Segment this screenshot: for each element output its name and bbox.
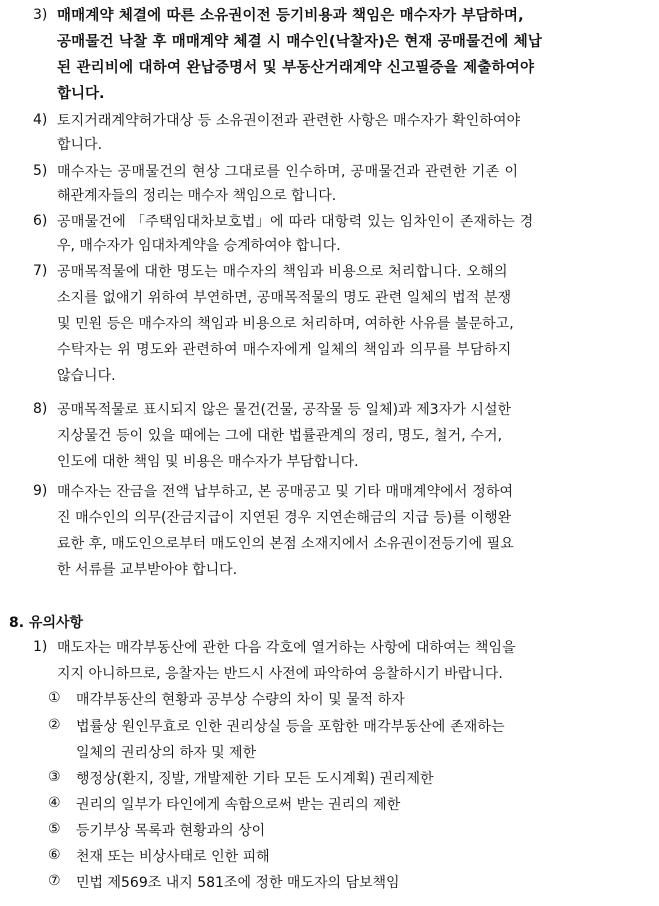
list-marker: ② [48,717,61,733]
clause-line: 매수자는 잔금을 전액 납부하고, 본 공매공고 및 기타 매매계약에서 정하여 [57,484,514,500]
list-item-text: 행정상(환지, 징발, 개발제한 기타 모든 도시계획) 권리제한 [76,771,434,787]
clause-line: 지지 아니하므로, 응찰자는 반드시 사전에 파악하여 응찰하시기 바랍니다. [57,666,503,682]
clause-line: 합니다. [57,137,103,153]
list-item-text: 천재 또는 비상사태로 인한 피해 [76,849,270,865]
list-marker: ③ [48,769,61,785]
clause-line: 공매물건에 「주택임대차보호법」에 따라 대항력 있는 임차인이 존재하는 경 [57,214,534,230]
list-item-text: 민법 제569조 내지 581조에 정한 매도자의 담보책임 [76,875,400,891]
clause-line: 해관계자들의 정리는 매수자 책임으로 합니다. [57,188,337,204]
clause-line: 토지거래계약허가대상 등 소유권이전과 관련한 사항은 매수자가 확인하여야 [57,113,521,129]
clause-line: 및 민원 등은 매수자의 책임과 비용으로 처리하며, 여하한 사유를 불문하고, [57,316,514,332]
clause-line: 공매물건 낙찰 후 매매계약 체결 시 매수인(낙찰자)은 현재 공매물건에 체납 [57,34,543,50]
clause-line: 한 서류를 교부받아야 합니다. [57,562,238,578]
clause-line: 공매목적물에 대한 명도는 매수자의 책임과 비용으로 처리합니다. 오해의 [57,264,508,280]
clause-line: 된 관리비에 대하여 완납증명서 및 부동산거래계약 신고필증을 제출하여야 [57,60,535,76]
clause-line: 지상물건 등이 있을 때에는 그에 대한 법률관계의 정리, 명도, 철거, 수거, [57,428,503,444]
clause-number: 6) [33,213,48,229]
clause-line: 우, 매수자가 임대차계약을 승계하여야 합니다. [57,238,341,254]
list-marker: ⑤ [48,821,61,837]
clause-line: 인도에 대한 책임 및 비용은 매수자가 부담합니다. [57,454,359,470]
clause-number: 7) [33,263,48,279]
list-item-text: 매각부동산의 현황과 공부상 수량의 차이 및 물적 하자 [76,692,405,708]
list-item-text: 권리의 일부가 타인에게 속함으로써 받는 권리의 제한 [76,797,401,813]
clause-line: 합니다. [57,86,105,102]
clause-number: 3) [33,7,48,23]
clause-number: 9) [33,483,48,499]
clause-line: 소지를 없애기 위하여 부연하면, 공매목적물의 명도 관련 일체의 법적 분쟁 [57,290,512,306]
clause-line: 매매계약 체결에 따른 소유권이전 등기비용과 책임은 매수자가 부담하며, [57,8,524,24]
list-item-text: 등기부상 목록과 현황과의 상이 [76,823,266,839]
clause-number: 8) [33,401,48,417]
clause-line: 진 매수인의 의무(잔금지급이 지연된 경우 지연손해금의 지급 등)를 이행완 [57,510,512,526]
list-marker: ⑥ [48,847,61,863]
clause-number: 5) [33,163,48,179]
section-heading: 8. 유의사항 [9,615,84,631]
clause-line: 매수자는 공매물건의 현상 그대로를 인수하며, 공매물건과 관련한 기존 이 [57,164,519,180]
clause-line: 매도자는 매각부동산에 관한 다음 각호에 열거하는 사항에 대하여는 책임을 [57,640,516,656]
clause-line: 수탁자는 위 명도와 관련하여 매수자에게 일체의 책임과 의무를 부담하지 [57,342,512,358]
list-item-text: 일체의 권리상의 하자 및 제한 [76,745,257,761]
list-item-text: 법률상 원인무효로 인한 권리상실 등을 포함한 매각부동산에 존재하는 [76,719,505,735]
clause-number: 4) [33,112,48,128]
clause-line: 않습니다. [57,368,116,384]
clause-number: 1) [33,639,48,655]
clause-line: 료한 후, 매도인으로부터 매도인의 본점 소재지에서 소유권이전등기에 필요 [57,536,514,552]
list-marker: ① [48,690,61,706]
list-marker: ④ [48,795,61,811]
clause-line: 공매목적물로 표시되지 않은 물건(건물, 공작물 등 일체)과 제3자가 시설한 [57,402,512,418]
list-marker: ⑦ [48,873,61,889]
